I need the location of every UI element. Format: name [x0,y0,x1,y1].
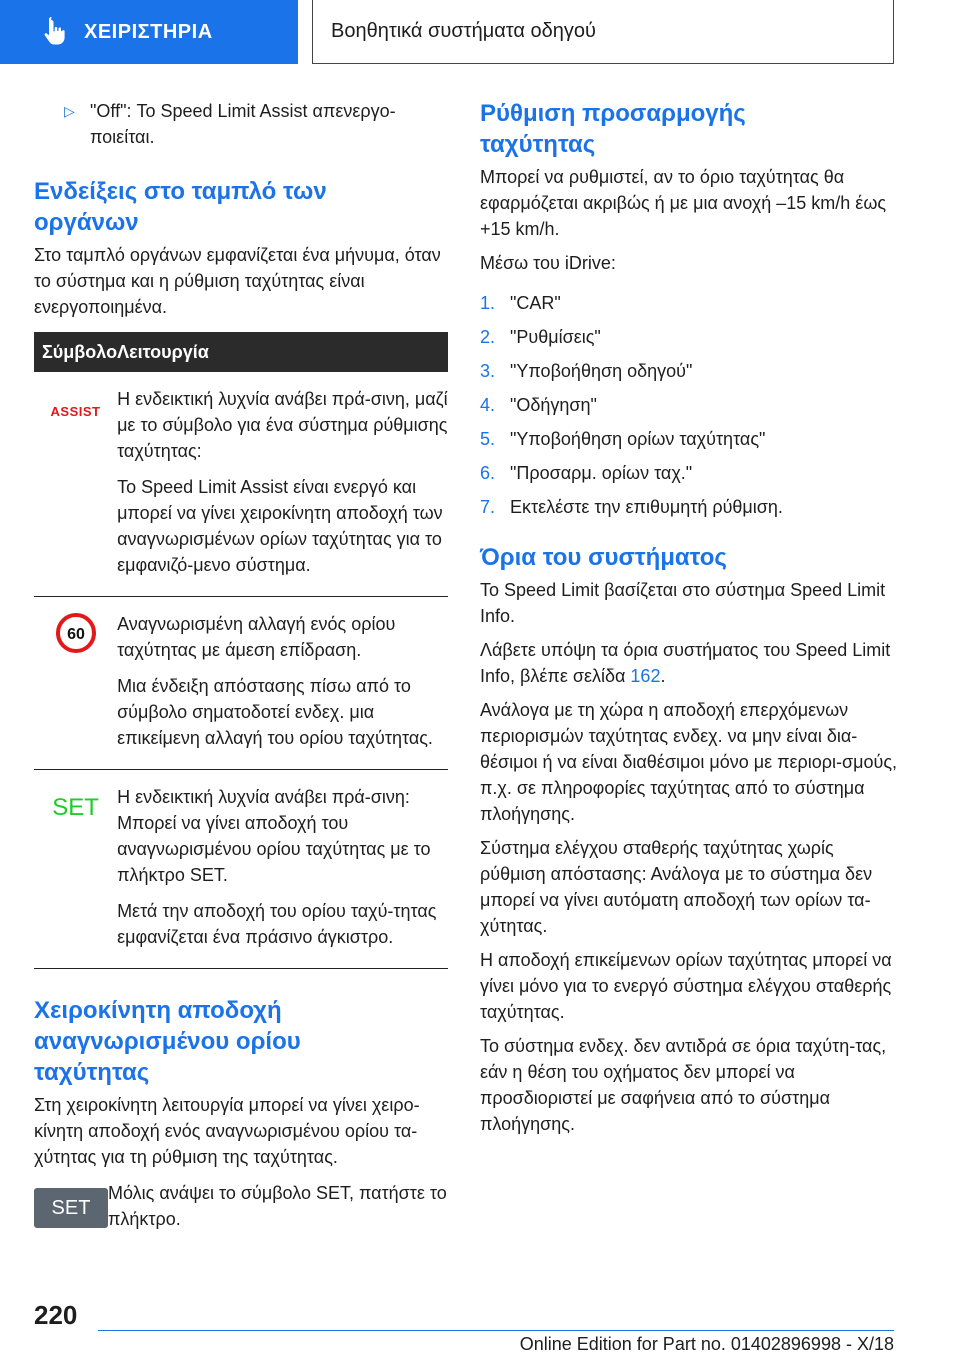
assist-indicator-icon: ASSIST [50,404,101,419]
chapter-title-box [312,0,894,64]
function-text: Μετά την αποδοχή του ορίου ταχύ-τητας εμφανίζεται ένα πράσινο άγκιστρο. [117,901,437,947]
via-idrive-text: Μέσω του iDrive: [480,253,616,273]
section-tab[interactable] [0,0,298,64]
limits-p5: Η αποδοχή επικείμενων ορίων ταχύτητας μπορεί να γίνει μόνο για το ενεργό σύστημα ελέγχου σταθερής ταχύτητας. [480,950,892,1022]
list-item: 1. "CAR" [480,293,561,313]
bullet-off [34,98,448,150]
list-item: 3. "Υποβοήθηση οδηγού" [480,361,693,381]
symbol-cell [34,597,117,770]
speed-limit-60-value: 60 [66,626,85,643]
function-text: Η ενδεικτική λυχνία ανάβει πρά-σινη: Μπορεί να γίνει αποδοχή του αναγνωρισμένου ορίου ταχύτητας με το πλήκτρο SET. [117,787,431,885]
triangle-bullet-icon: ▷ [64,103,75,119]
function-text: Αναγνωρισμένη αλλαγή ενός ορίου ταχύτητας με άμεση επίδραση. [117,614,396,660]
page-number: 220 [34,1300,78,1330]
list-item: 5. "Υποβοήθηση ορίων ταχύτητας" [480,429,766,449]
right-column [480,98,900,1145]
col-symbol-header: Σύμβολο [34,332,117,372]
indicators-heading: Ενδείξεις στο ταμπλό των οργάνων [34,178,327,236]
col-function-header: Λειτουργία [117,332,448,372]
function-text: Μια ένδειξη απόστασης πίσω από το σύμβολο σηματοδοτεί ενδεχ. μια επικείμενη αλλαγή του ορίου ταχύτητας. [117,676,433,748]
bullet-off-text: "Off": Το Speed Limit Assist απενεργο-ποιείται. [90,101,396,147]
function-text: Το Speed Limit Assist είναι ενεργό και μπορεί να γίνει χειροκίνητη αποδοχή των αναγνωρισμένων ορίων ταχύτητας για το εμφανιζό-μενο σύστημα. [117,477,443,575]
function-cell [117,770,448,969]
symbol-cell [34,770,117,969]
limits-p1: Το Speed Limit βασίζεται στο σύστημα Speed Limit Info. [480,580,886,626]
limits-p3: Ανάλογα με τη χώρα η αποδοχή επερχόμενων περιορισμών ταχύτητας ενδεχ. να μην είναι δια-θέσιμοι ή να είναι διαθέσιμοι μόνο με περιορι-σμούς, π.χ. σε πληροφορίες ταχύτητας από το σύστημα πλοήγησης. [480,700,898,824]
footer-divider [98,1330,894,1331]
table-row [34,770,448,969]
adjust-heading: Ρύθμιση προσαρμογής ταχύτητας [480,100,746,158]
section-tab-label: ΧΕΙΡΙΣΤΗΡΙΑ [84,20,213,43]
edition-text: Online Edition for Part no. 01402896998 - X/18 [519,1334,894,1354]
limits-p4: Σύστημα ελέγχου σταθερής ταχύτητας χωρίς ρύθμιση απόστασης: Ανάλογα με το σύστημα δεν μπορεί να γίνει αυτόματη αποδοχή των ορίων τα-χύτητας. [480,838,873,936]
adjust-text: Μπορεί να ρυθμιστεί, αν το όριο ταχύτητας θα εφαρμόζεται ακριβώς ή με μια ανοχή –15 km/h έως +15 km/h. [480,167,887,239]
symbol-cell [34,372,117,597]
limits-heading: Όρια του συστήματος [480,544,727,571]
function-cell [117,372,448,597]
symbol-table-header [34,332,448,372]
set-button[interactable]: SET [34,1188,108,1228]
list-item: 2. "Ρυθμίσεις" [480,327,601,347]
table-row [34,372,448,597]
function-text: Η ενδεικτική λυχνία ανάβει πρά-σινη, μαζί με το σύμβολο για ένα σύστημα ρύθμισης ταχύτητας: [117,389,448,461]
symbol-table [34,332,448,969]
set-button-instruction: Μόλις ανάψει το σύμβολο SET, πατήστε το πλήκτρο. [108,1183,447,1229]
limits-p6: Το σύστημα ενδεχ. δεν αντιδρά σε όρια ταχύτη-τας, εάν η θέση του οχήματος δεν μπορεί να προσδιοριστεί με σαφήνεια από το σύστημα πλοήγησης. [480,1036,887,1134]
list-item: 6. "Προσαρμ. ορίων ταχ." [480,463,693,483]
chapter-title: Βοηθητικά συστήματα οδηγού [331,20,596,42]
function-cell [117,597,448,770]
set-button-row [34,1180,448,1232]
page-link[interactable]: 162 [630,666,661,686]
manual-heading: Χειροκίνητη αποδοχή αναγνωρισμένου ορίου ταχύτητας [34,997,301,1086]
limits-p2: Λάβετε υπόψη τα όρια συστήματος του Speed Limit Info, βλέπε σελίδα 162. [480,640,891,686]
set-indicator-icon: SET [52,794,99,821]
indicators-text: Στο ταμπλό οργάνων εμφανίζεται ένα μήνυμα, όταν το σύστημα και η ρύθμιση ταχύτητας είναι ενεργοποιημένα. [34,245,441,317]
list-item: 7. Εκτελέστε την επιθυμητή ρύθμιση. [480,497,783,517]
steps-list [480,290,900,520]
left-column [34,98,448,1232]
list-item: 4. "Οδήγηση" [480,395,597,415]
hand-pointer-icon [40,17,70,47]
speed-limit-60-icon [56,613,96,653]
table-row [34,597,448,770]
manual-text: Στη χειροκίνητη λειτουργία μπορεί να γίνει χειρο-κίνητη αποδοχή ενός αναγνωρισμένου ορίου τα-χύτητας για τη ρύθμιση της ταχύτητας. [34,1095,420,1167]
